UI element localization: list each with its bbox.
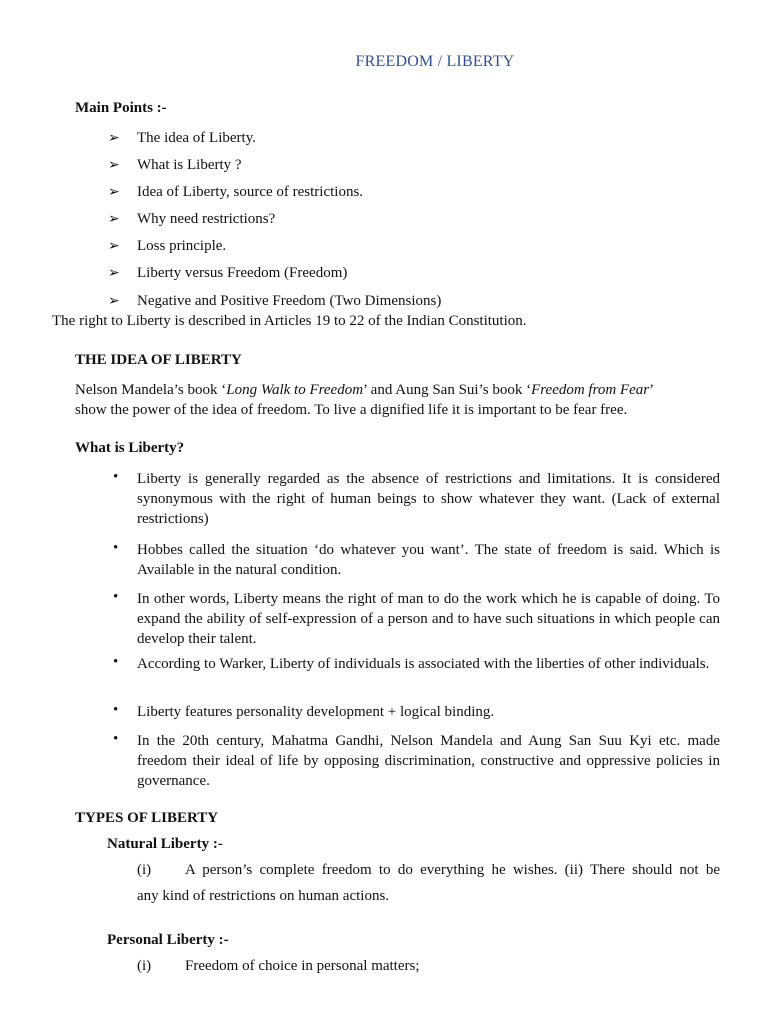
- bullet-icon: •: [113, 540, 119, 556]
- liberty-bullet: Liberty features personality development + logical binding.: [137, 704, 495, 720]
- liberty-bullet: In the 20th century, Mahatma Gandhi, Nelson Mandela and Aung San Suu Kyi etc. made freedom their ideal of life by opposing discrimination, constructive and oppressive policies in governance.: [137, 733, 720, 789]
- natural-liberty-heading: Natural Liberty :-: [107, 836, 223, 852]
- idea-text: Nelson Mandela’s book ‘: [75, 382, 227, 398]
- section-heading-idea: THE IDEA OF LIBERTY: [75, 352, 242, 368]
- liberty-bullet: Liberty is generally regarded as the absence of restrictions and limitations. It is considered synonymous with the right of human beings to show whatever they want. (Lack of external restrictions): [137, 471, 720, 527]
- liberty-bullet: In other words, Liberty means the right of man to do the work which he is capable of doing. To expand the ability of self-expression of a person and to have such situations in which people can develop their talent.: [137, 591, 720, 647]
- bullet-icon: •: [113, 731, 119, 747]
- book-title: Long Walk to Freedom: [226, 382, 364, 398]
- idea-text: ’: [649, 382, 655, 398]
- natural-liberty-text: A person’s complete freedom to do everything he wishes. (ii) There should not be: [185, 862, 720, 878]
- main-point-item: The idea of Liberty.: [137, 130, 256, 146]
- main-point-item: Liberty versus Freedom (Freedom): [137, 265, 348, 281]
- arrow-bullet-icon: ➢: [108, 266, 120, 281]
- natural-liberty-text: any kind of restrictions on human actions.: [137, 888, 390, 904]
- bullet-icon: •: [113, 702, 119, 718]
- section-heading-types: TYPES OF LIBERTY: [75, 810, 219, 826]
- page-title: FREEDOM / LIBERTY: [355, 53, 515, 70]
- main-points-heading: Main Points :-: [75, 100, 167, 116]
- section-heading-what: What is Liberty?: [75, 440, 185, 456]
- book-title: Freedom from Fear: [531, 382, 650, 398]
- main-point-item: Idea of Liberty, source of restrictions.: [137, 184, 364, 200]
- main-point-item: Loss principle.: [137, 238, 227, 254]
- arrow-bullet-icon: ➢: [108, 239, 120, 254]
- liberty-bullet: According to Warker, Liberty of individuals is associated with the liberties of other individuals.: [137, 656, 710, 672]
- arrow-bullet-icon: ➢: [108, 131, 120, 146]
- personal-liberty-text: Freedom of choice in personal matters;: [185, 958, 420, 974]
- arrow-bullet-icon: ➢: [108, 212, 120, 227]
- liberty-bullet: Hobbes called the situation ‘do whatever you want’. The state of freedom is said. Which is Available in the natural condition.: [137, 542, 720, 578]
- bullet-icon: •: [113, 654, 119, 670]
- idea-text: ’ and Aung San Sui’s book ‘: [363, 382, 532, 398]
- main-point-item: What is Liberty ?: [137, 157, 242, 173]
- main-point-item: Negative and Positive Freedom (Two Dimensions): [137, 293, 442, 309]
- bullet-icon: •: [113, 589, 119, 605]
- item-number: (i): [137, 862, 152, 878]
- idea-paragraph-line2: show the power of the idea of freedom. To live a dignified life it is important to be fear free.: [75, 402, 628, 418]
- constitution-note: The right to Liberty is described in Articles 19 to 22 of the Indian Constitution.: [52, 313, 527, 329]
- bullet-icon: •: [113, 469, 119, 485]
- idea-paragraph-line1: [75, 380, 720, 400]
- item-number: (i): [137, 958, 152, 974]
- arrow-bullet-icon: ➢: [108, 185, 120, 200]
- arrow-bullet-icon: ➢: [108, 294, 120, 309]
- arrow-bullet-icon: ➢: [108, 158, 120, 173]
- personal-liberty-heading: Personal Liberty :-: [107, 932, 229, 948]
- main-point-item: Why need restrictions?: [137, 211, 276, 227]
